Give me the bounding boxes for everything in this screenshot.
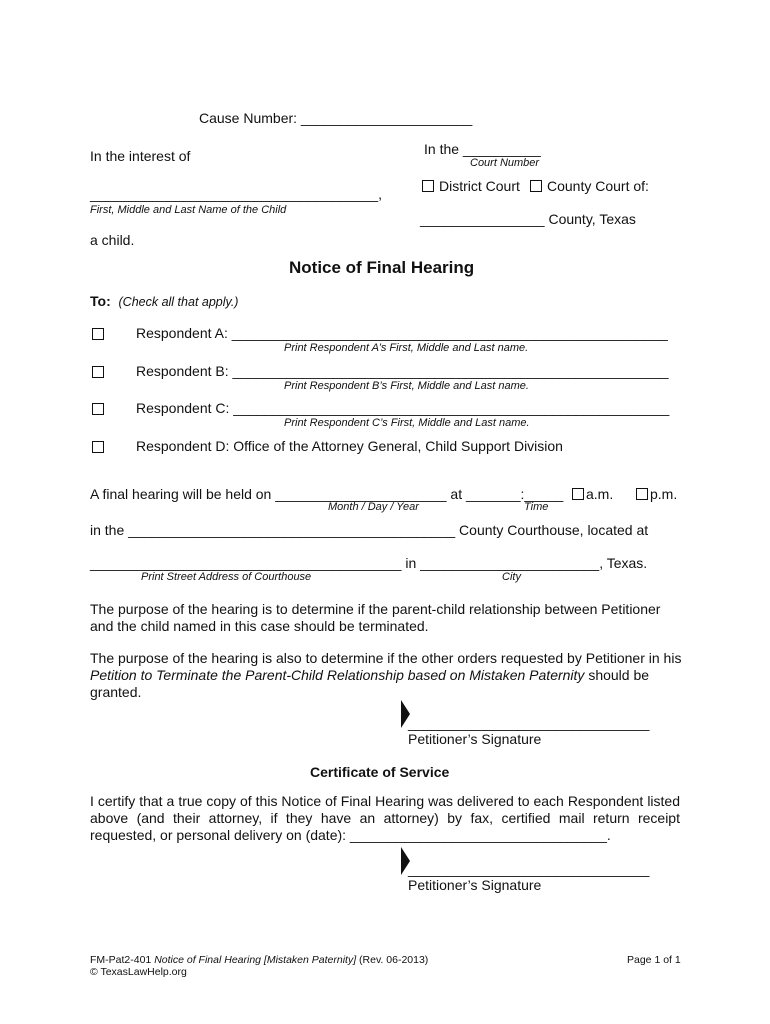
form-footer	[90, 954, 428, 966]
respondent-b-field[interactable]: Respondent B: ________________________________________________________	[136, 363, 669, 379]
county-court-label: County Court of:	[547, 178, 649, 194]
form-id: FM-Pat2-401	[90, 954, 155, 966]
petitioner-signature-field[interactable]: _______________________________	[408, 715, 650, 731]
respondent-c-field[interactable]: Respondent C: ________________________________________________________	[136, 400, 670, 416]
child-name-caption: First, Middle and Last Name of the Child	[90, 204, 287, 216]
hearing-date-time-field[interactable]: A final hearing will be held on ______________________ at _______:_____	[90, 486, 564, 502]
respondent-a-checkbox[interactable]	[92, 328, 104, 340]
to-section	[90, 293, 238, 309]
county-texas-field[interactable]: ________________ County, Texas	[420, 211, 636, 227]
purpose-2-text-start: The purpose of the hearing is also to determine if the other orders requested by Petitioner in his	[90, 650, 682, 666]
courthouse-address-field[interactable]: ________________________________________ in _______________________, Texas.	[90, 555, 648, 571]
pm-checkbox[interactable]	[636, 488, 648, 500]
page-title: Notice of Final Hearing	[289, 258, 475, 277]
certificate-signature-label: Petitioner’s Signature	[408, 877, 542, 893]
respondent-a-caption: Print Respondent A’s First, Middle and Last name.	[284, 342, 529, 354]
respondent-d-label: Respondent D: Office of the Attorney General, Child Support Division	[136, 438, 563, 454]
court-number-caption: Court Number	[470, 157, 540, 169]
respondent-b-caption: Print Respondent B’s First, Middle and Last name.	[284, 380, 529, 392]
page-number: Page 1 of 1	[627, 954, 681, 966]
pm-label: p.m.	[650, 486, 678, 502]
petitioner-signature-label: Petitioner’s Signature	[408, 731, 542, 747]
petition-title: Petition to Terminate the Parent-Child Relationship based on Mistaken Paternity	[90, 667, 585, 683]
purpose-paragraph-1: The purpose of the hearing is to determine if the parent-child relationship between Petitioner and the child named in this case should be terminated.	[90, 601, 661, 634]
respondent-a-field[interactable]: Respondent A: ________________________________________________________	[136, 325, 668, 341]
certificate-text: I certify that a true copy of this Notice of Final Hearing was delivered to each Respondent listed above (and their attorney, if they have an attorney) by fax, certified mail return receipt requested, or personal delivery on (date): _________________________________.	[90, 793, 680, 843]
date-caption: Month / Day / Year	[328, 501, 419, 513]
respondent-b-checkbox[interactable]	[92, 366, 104, 378]
cause-number-label: Cause Number: ______________________	[199, 110, 473, 126]
court-number-field[interactable]: In the __________	[424, 141, 541, 157]
certificate-title: Certificate of Service	[310, 764, 450, 780]
district-court-checkbox[interactable]	[422, 180, 434, 192]
district-court-label: District Court	[439, 178, 520, 194]
purpose-paragraph-2	[90, 650, 682, 701]
interest-of-label: In the interest of	[90, 148, 191, 164]
city-caption: City	[502, 571, 521, 583]
copyright: © TexasLawHelp.org	[90, 966, 187, 978]
purpose-2-text-end: should be granted.	[90, 667, 650, 700]
respondent-c-checkbox[interactable]	[92, 403, 104, 415]
respondent-d-checkbox[interactable]	[92, 441, 104, 453]
child-name-field[interactable]: _____________________________________,	[90, 186, 382, 202]
certificate-signature-field[interactable]: _______________________________	[408, 861, 650, 877]
am-checkbox[interactable]	[572, 488, 584, 500]
respondent-c-caption: Print Respondent C’s First, Middle and Last name.	[284, 417, 530, 429]
form-revision: (Rev. 06-2013)	[356, 954, 429, 966]
county-court-checkbox[interactable]	[530, 180, 542, 192]
am-label: a.m.	[586, 486, 614, 502]
address-caption: Print Street Address of Courthouse	[141, 571, 312, 583]
time-caption: Time	[524, 501, 549, 513]
a-child-label: a child.	[90, 232, 135, 248]
form-title: Notice of Final Hearing [Mistaken Paternity]	[154, 954, 357, 966]
courthouse-county-field[interactable]: in the __________________________________________ County Courthouse, located at	[90, 522, 649, 538]
to-label: To:	[90, 293, 111, 309]
to-instruction: (Check all that apply.)	[118, 295, 239, 309]
